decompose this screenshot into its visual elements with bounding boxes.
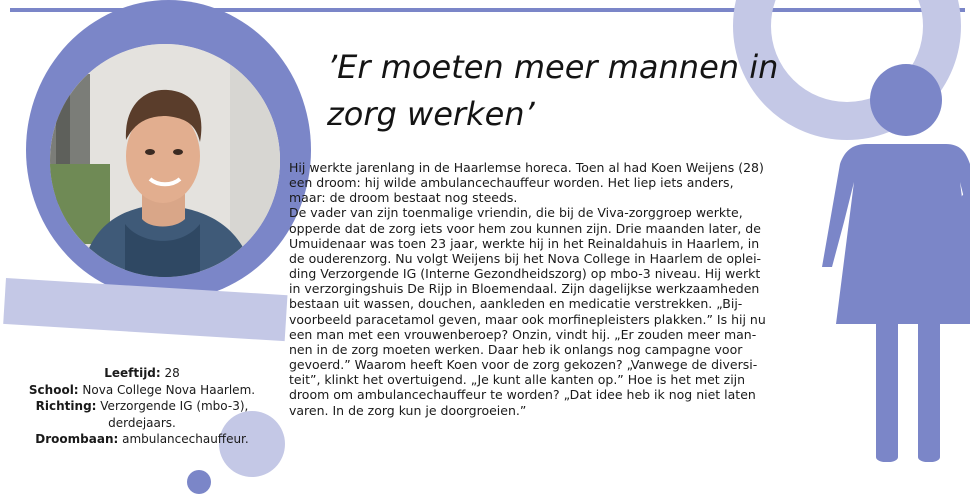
decorative-bar	[3, 278, 287, 341]
title-line: ’Er moeten meer mannen in	[327, 48, 779, 86]
portrait-illustration	[50, 44, 280, 277]
portrait-photo	[50, 44, 280, 277]
article-body	[289, 160, 833, 418]
body-line: gevoerd.” Waarom heeft Koen voor de zorg gekozen? „Vanwege de diversi-	[289, 357, 758, 373]
profile-label: Richting:	[35, 399, 97, 413]
profile-label: Droombaan:	[35, 432, 119, 446]
profile-value: Nova College Nova Haarlem.	[78, 382, 256, 397]
profile-value: 28	[160, 366, 180, 380]
body-line: een droom: hij wilde ambulancechauffeur worden. Het liep iets anders,	[289, 175, 734, 191]
body-line: varen. In de zorg kun je doorgroeien.”	[289, 402, 527, 418]
body-line: Hij werkte jarenlang in de Haarlemse horeca. Toen al had Koen Weijens (28)	[289, 160, 764, 175]
body-line: voorbeeld paracetamol geven, maar ook morfinepleisters plakken.” Is hij nu	[289, 311, 766, 327]
body-line: bestaan uit wassen, douchen, aankleden en medicatie verstrekken. „Bij-	[289, 296, 743, 312]
female-figure-icon	[822, 62, 970, 462]
body-line: teit”, klinkt het overtuigend. „Je kunt alle kanten op.” Hoe is het met zijn	[289, 372, 746, 388]
body-line: Umuidenaar was toen 23 jaar, werkte hij in het Reinaldahuis in Haarlem, in	[289, 235, 760, 251]
profile-value: ambulancechauffeur.	[118, 432, 249, 446]
body-line: een man met een vrouwenberoep? Onzin, vindt hij. „Er zouden meer man-	[289, 326, 757, 342]
profile-box	[8, 365, 276, 448]
profile-value: derdejaars.	[108, 415, 176, 430]
title-line: zorg werken’	[327, 95, 535, 133]
body-line: nen in de zorg moeten werken. Daar heb ik onlangs nog campagne voor	[289, 341, 743, 357]
profile-dreamjob	[8, 431, 276, 448]
body-line: ding Verzorgende IG (Interne Gezondheidszorg) op mbo-3 niveau. Hij werkt	[289, 266, 761, 282]
profile-direction-cont	[8, 415, 276, 432]
body-line: De vader van zijn toenmalige vriendin, die bij de Viva-zorggroep werkte,	[289, 205, 743, 221]
profile-school	[8, 382, 276, 399]
body-line: de ouderenzorg. Nu volgt Weijens bij het Nova College in Haarlem de oplei-	[289, 250, 762, 266]
body-line: maar: de droom bestaat nog steeds.	[289, 190, 518, 206]
body-line: droom om ambulancechauffeur te worden? „Dat idee heb ik nog niet laten	[289, 387, 756, 403]
profile-value: Verzorgende IG (mbo-3),	[96, 399, 249, 413]
profile-label: School:	[28, 382, 79, 397]
profile-age	[8, 365, 276, 382]
profile-label: Leeftijd:	[104, 366, 161, 380]
body-line: in verzorgingshuis De Rijp in Bloemendaal. Zijn dagelijkse werkzaamheden	[289, 281, 760, 297]
article-title	[327, 44, 807, 138]
profile-direction	[8, 398, 276, 415]
body-line: opperde dat de zorg iets voor hem zou kunnen zijn. Drie maanden later, de	[289, 220, 761, 236]
decorative-dot	[187, 470, 211, 494]
